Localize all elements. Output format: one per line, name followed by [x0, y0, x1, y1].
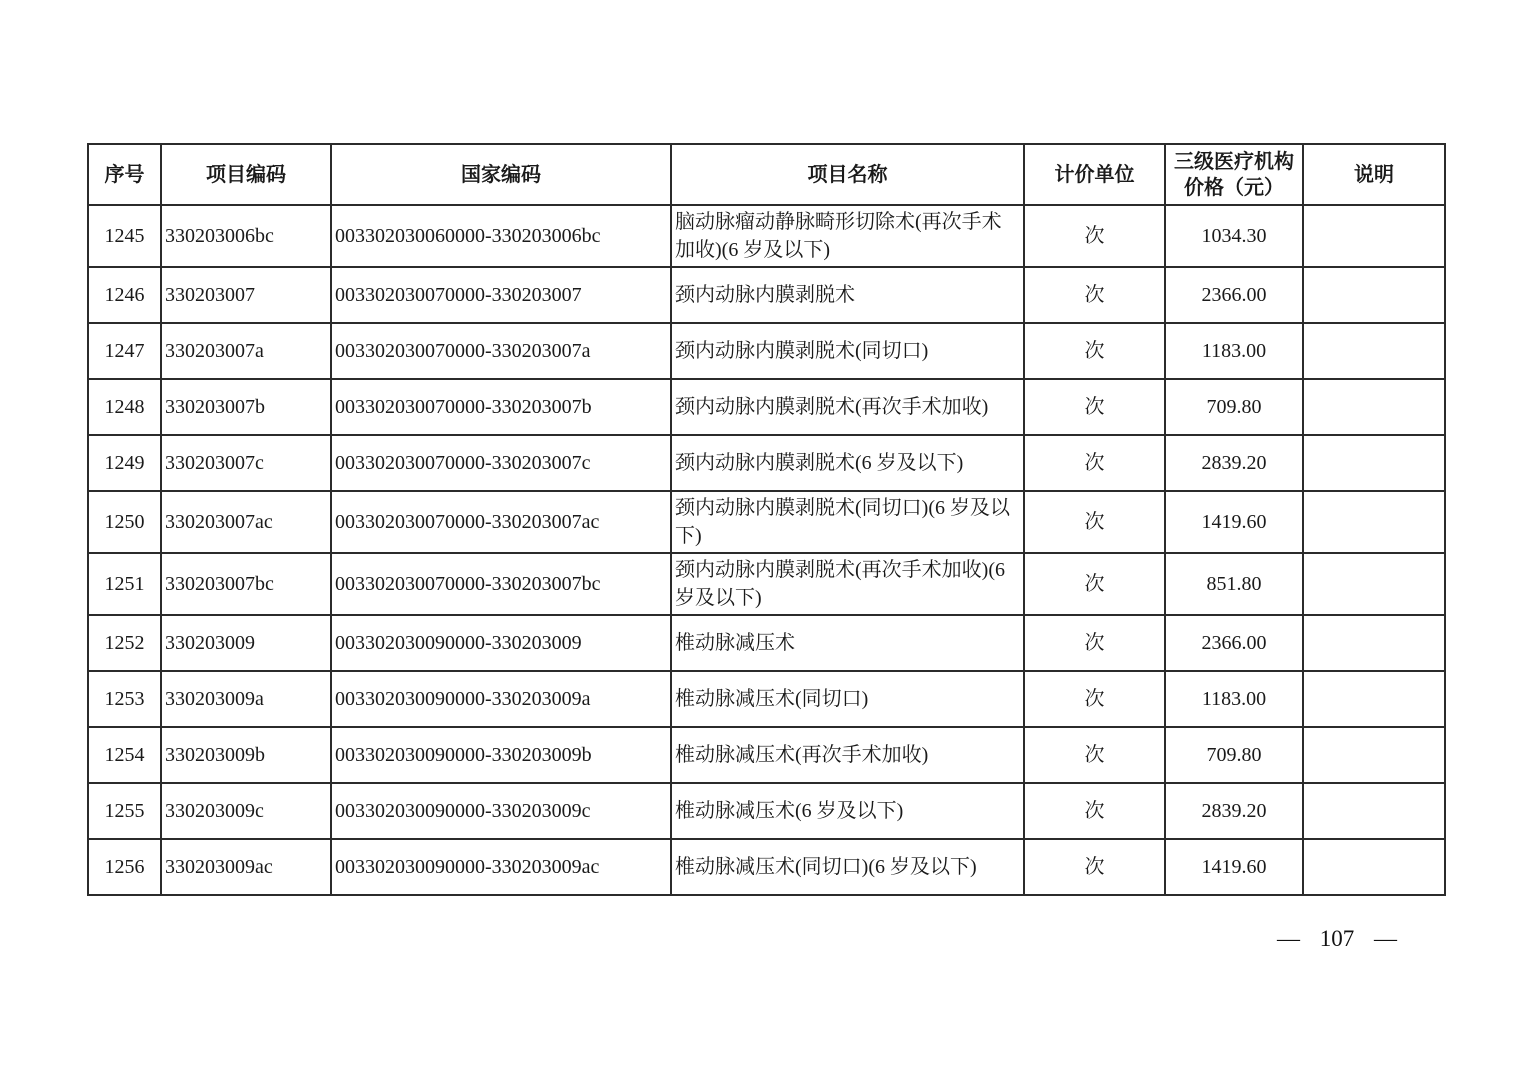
- cell-national_code: 003302030070000-330203007c: [331, 435, 671, 491]
- cell-note: [1303, 727, 1445, 783]
- table-row: [88, 615, 1445, 671]
- table-row: [88, 727, 1445, 783]
- cell-unit: 次: [1024, 205, 1165, 267]
- column-header-price: 三级医疗机构价格（元）: [1165, 144, 1303, 205]
- cell-item_name: 椎动脉减压术(同切口): [671, 671, 1024, 727]
- cell-price: 2366.00: [1165, 267, 1303, 323]
- price-table: [87, 143, 1446, 896]
- cell-national_code: 003302030060000-330203006bc: [331, 205, 671, 267]
- cell-unit: 次: [1024, 379, 1165, 435]
- cell-national_code: 003302030070000-330203007ac: [331, 491, 671, 553]
- cell-item_name: 颈内动脉内膜剥脱术(再次手术加收): [671, 379, 1024, 435]
- cell-item_code: 330203009b: [161, 727, 331, 783]
- cell-national_code: 003302030090000-330203009ac: [331, 839, 671, 895]
- cell-price: 2366.00: [1165, 615, 1303, 671]
- column-header-national_code: 国家编码: [331, 144, 671, 205]
- column-header-item_code: 项目编码: [161, 144, 331, 205]
- cell-seq: 1252: [88, 615, 161, 671]
- cell-unit: 次: [1024, 671, 1165, 727]
- cell-national_code: 003302030090000-330203009a: [331, 671, 671, 727]
- cell-national_code: 003302030090000-330203009c: [331, 783, 671, 839]
- cell-note: [1303, 267, 1445, 323]
- cell-national_code: 003302030090000-330203009: [331, 615, 671, 671]
- cell-price: 1034.30: [1165, 205, 1303, 267]
- cell-note: [1303, 615, 1445, 671]
- cell-item_code: 330203007c: [161, 435, 331, 491]
- cell-price: 2839.20: [1165, 783, 1303, 839]
- cell-note: [1303, 379, 1445, 435]
- cell-seq: 1255: [88, 783, 161, 839]
- cell-note: [1303, 323, 1445, 379]
- cell-price: 1183.00: [1165, 323, 1303, 379]
- column-header-note: 说明: [1303, 144, 1445, 205]
- table-row: [88, 435, 1445, 491]
- cell-national_code: 003302030070000-330203007: [331, 267, 671, 323]
- cell-unit: 次: [1024, 615, 1165, 671]
- cell-item_code: 330203009ac: [161, 839, 331, 895]
- cell-price: 1419.60: [1165, 491, 1303, 553]
- header-row: [88, 144, 1445, 205]
- cell-unit: 次: [1024, 435, 1165, 491]
- cell-unit: 次: [1024, 491, 1165, 553]
- cell-price: 2839.20: [1165, 435, 1303, 491]
- cell-item_code: 330203006bc: [161, 205, 331, 267]
- column-header-item_name: 项目名称: [671, 144, 1024, 205]
- cell-seq: 1254: [88, 727, 161, 783]
- cell-price: 709.80: [1165, 727, 1303, 783]
- cell-item_name: 脑动脉瘤动静脉畸形切除术(再次手术加收)(6 岁及以下): [671, 205, 1024, 267]
- table-body: [88, 205, 1445, 895]
- cell-note: [1303, 435, 1445, 491]
- cell-item_name: 颈内动脉内膜剥脱术(再次手术加收)(6 岁及以下): [671, 553, 1024, 615]
- cell-item_code: 330203009c: [161, 783, 331, 839]
- cell-unit: 次: [1024, 727, 1165, 783]
- cell-price: 1419.60: [1165, 839, 1303, 895]
- cell-seq: 1246: [88, 267, 161, 323]
- table-row: [88, 491, 1445, 553]
- table-row: [88, 205, 1445, 267]
- cell-item_name: 颈内动脉内膜剥脱术(6 岁及以下): [671, 435, 1024, 491]
- cell-item_name: 椎动脉减压术(6 岁及以下): [671, 783, 1024, 839]
- cell-item_code: 330203007ac: [161, 491, 331, 553]
- cell-item_name: 椎动脉减压术(同切口)(6 岁及以下): [671, 839, 1024, 895]
- cell-seq: 1253: [88, 671, 161, 727]
- cell-price: 709.80: [1165, 379, 1303, 435]
- cell-seq: 1248: [88, 379, 161, 435]
- cell-national_code: 003302030070000-330203007b: [331, 379, 671, 435]
- cell-item_name: 椎动脉减压术(再次手术加收): [671, 727, 1024, 783]
- cell-item_code: 330203007bc: [161, 553, 331, 615]
- cell-unit: 次: [1024, 839, 1165, 895]
- cell-item_name: 椎动脉减压术: [671, 615, 1024, 671]
- cell-item_name: 颈内动脉内膜剥脱术(同切口): [671, 323, 1024, 379]
- cell-note: [1303, 205, 1445, 267]
- cell-unit: 次: [1024, 553, 1165, 615]
- cell-unit: 次: [1024, 267, 1165, 323]
- cell-seq: 1245: [88, 205, 161, 267]
- table-row: [88, 671, 1445, 727]
- cell-seq: 1247: [88, 323, 161, 379]
- cell-seq: 1249: [88, 435, 161, 491]
- cell-national_code: 003302030090000-330203009b: [331, 727, 671, 783]
- cell-note: [1303, 783, 1445, 839]
- table-row: [88, 379, 1445, 435]
- table-row: [88, 553, 1445, 615]
- column-header-seq: 序号: [88, 144, 161, 205]
- cell-price: 1183.00: [1165, 671, 1303, 727]
- cell-note: [1303, 553, 1445, 615]
- cell-item_code: 330203009a: [161, 671, 331, 727]
- cell-item_code: 330203007a: [161, 323, 331, 379]
- table-row: [88, 267, 1445, 323]
- table-row: [88, 323, 1445, 379]
- cell-national_code: 003302030070000-330203007bc: [331, 553, 671, 615]
- cell-seq: 1251: [88, 553, 161, 615]
- cell-item_code: 330203009: [161, 615, 331, 671]
- cell-note: [1303, 839, 1445, 895]
- column-header-unit: 计价单位: [1024, 144, 1165, 205]
- page-number: — 107 —: [1277, 926, 1397, 951]
- cell-unit: 次: [1024, 783, 1165, 839]
- cell-item_name: 颈内动脉内膜剥脱术: [671, 267, 1024, 323]
- cell-price: 851.80: [1165, 553, 1303, 615]
- cell-national_code: 003302030070000-330203007a: [331, 323, 671, 379]
- table-row: [88, 783, 1445, 839]
- cell-unit: 次: [1024, 323, 1165, 379]
- table-row: [88, 839, 1445, 895]
- cell-seq: 1250: [88, 491, 161, 553]
- cell-note: [1303, 671, 1445, 727]
- cell-item_name: 颈内动脉内膜剥脱术(同切口)(6 岁及以下): [671, 491, 1024, 553]
- cell-item_code: 330203007: [161, 267, 331, 323]
- cell-item_code: 330203007b: [161, 379, 331, 435]
- cell-note: [1303, 491, 1445, 553]
- cell-seq: 1256: [88, 839, 161, 895]
